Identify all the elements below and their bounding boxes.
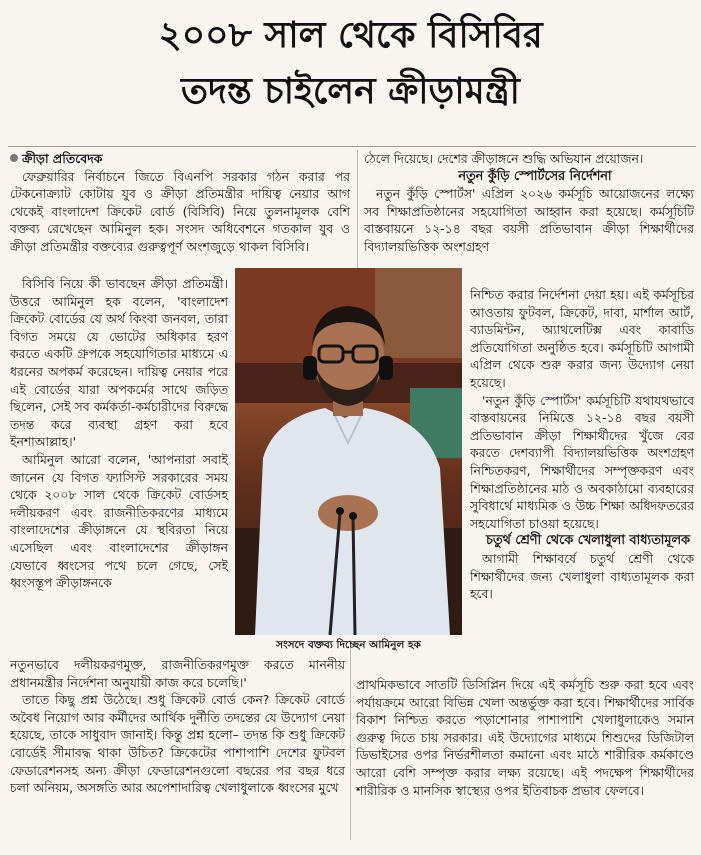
left-column-top bbox=[10, 150, 350, 256]
paragraph: বিসিবি নিয়ে কী ভাবছেন ক্রীড়া প্রতিমন্ত্রী। উত্তরে আমিনুল হক বলেন, 'বাংলাদেশ ক্রিকেট বোর্ডের যে অর্থ কিংবা জনবল, তারা বিগত সময়ে যে ভোটের অধিকার হরণ করতে একটি গ্রুপকে সহযোগিতার মাধ্যমে এ ধরনের অপকর্ম করেছেন। দায়িত্ব নেয়ার পরে এই বোর্ডের যারা অপকর্মের সাথে জড়িত ছিলেন, সেই সব কর্মকর্তা-কর্মচারীদের বিরুদ্ধে তদন্ত করে ব্যবস্থা গ্রহণ করা হবে ইনশাআল্লাহ।' bbox=[10, 276, 228, 450]
headline-divider bbox=[8, 146, 696, 147]
headline-line-1: ২০০৮ সাল থেকে বিসিবির bbox=[158, 15, 543, 56]
byline-text: ক্রীড়া প্রতিবেদক bbox=[22, 151, 103, 166]
headline-line-2: তদন্ত চাইলেন ক্রীড়ামন্ত্রী bbox=[180, 71, 520, 112]
right-column-bottom bbox=[356, 676, 694, 799]
paragraph: নিশ্চিত করার নির্দেশনা দেয়া হয়। এই কর্মসূচির আওতায় ফুটবল, ক্রিকেট, দাবা, মার্শাল আর্ট, ব্যাডমিন্টন, অ্যাথলেটিক্স এবং কাবাডি প্রতিযোগিতা অনুষ্ঠিত হবে। কর্মসূচিটি আগামী এপ্রিল থেকে শুরু করার জন্য উদ্যোগ নেয়া হয়েছে। bbox=[470, 287, 694, 390]
paragraph: ফেব্রুয়ারির নির্বাচনে জিতে বিএনপি সরকার গঠন করার পর টেকনোক্র্যাট কোটায় যুব ও ক্রীড়া প্রতিমন্ত্রীর দায়িত্ব নেয়ার আগ থেকেই বাংলাদেশ ক্রিকেট বোর্ড (বিসিবি) নিয়ে তুলনামূলক বেশি বক্তব্য রেখেছেন আমিনুল হক। সংসদ অধিবেশনে গতকাল যুব ও ক্রীড়া প্রতিমন্ত্রীর বক্তব্যের গুরুত্বপূর্ণ অংশজুড়ে থাকল বিসিবি। bbox=[10, 168, 350, 254]
paragraph: নতুন কুঁড়ি স্পোর্টস' এপ্রিল ২০২৬ কর্মসূচি আয়োজনের লক্ষ্যে সব শিক্ষাপ্রতিষ্ঠানের সহযোগিতা আহ্বান করা হয়েছে। কর্মসূচিটি বাস্তবায়নে ১২-১৪ বছর বয়সী প্রতিভাবান ক্রীড়া শিক্ষার্থীদের বিদ্যালয়ভিত্তিক অংশগ্রহণ bbox=[364, 186, 694, 254]
left-column-bottom bbox=[10, 656, 345, 797]
paragraph: 'নতুন কুঁড়ি স্পোর্টস' কর্মসূচিটি যথাযথভাবে বাস্তবায়নের নিমিত্তে ১২-১৪ বছর বয়সী প্রতিভাবান ক্রীড়া শিক্ষার্থীদের খুঁজে বের করতে দেশব্যাপী বিদ্যালয়ভিত্তিক অংশগ্রহণ নিশ্চিতকরণ, শিক্ষার্থীদের সম্পৃক্তকরণ এবং শিক্ষাপ্রতিষ্ঠানের মাঠ ও অবকাঠামো ব্যবহারের সুবিধার্থে মাধ্যমিক ও উচ্চ শিক্ষা অধিদফতরের সহযোগিতা চাওয়া হয়েছে। bbox=[470, 392, 694, 531]
photo-caption: সংসদে বক্তব্য দিচ্ছেন আমিনুল হক bbox=[276, 639, 421, 651]
subhead-1: নতুন কুঁড়ি স্পোর্টসের নির্দেশনা bbox=[458, 168, 612, 184]
right-column-narrow bbox=[470, 286, 694, 603]
column-divider-bottom bbox=[350, 640, 351, 840]
column-divider-top bbox=[357, 150, 358, 268]
paragraph: ঠেলে দিয়েছে। দেশের ক্রীড়াঙ্গনে শুদ্ধি অভিযান প্রয়োজন। bbox=[364, 151, 644, 166]
photo-illustration bbox=[235, 268, 462, 635]
headline bbox=[0, 8, 701, 120]
paragraph: আমিনুল আরো বলেন, 'আপনারা সবাই জানেন যে বিগত ফ্যাসিস্ট সরকারের সময় থেকে ২০০৮ সাল থেকে ক্রিকেট বোর্ডসহ দলীয়করণ এবং রাজনীতিকরণের মাধ্যমে বাংলাদেশের ক্রীড়াঙ্গনে যে স্থবিরতা নিয়ে এসেছিল এবং বাংলাদেশের ক্রীড়াঙ্গন যেভাবে ধ্বংসের পথে চলে গেছে, সেই ধ্বংসস্তূপ ক্রীড়াঙ্গনকে bbox=[10, 451, 228, 591]
left-column-narrow bbox=[10, 275, 228, 592]
news-photo bbox=[235, 268, 462, 635]
paragraph: নতুনভাবে দলীয়করণমুক্ত, রাজনীতিকরণমুক্ত করতে মাননীয় প্রধানমন্ত্রীর নির্দেশনা অনুযায়ী কাজ করে চলেছি।' bbox=[10, 657, 345, 690]
byline bbox=[10, 150, 350, 168]
bullet-icon bbox=[10, 154, 18, 162]
paragraph: আগামী শিক্ষাবর্ষে চতুর্থ শ্রেণী থেকে শিক্ষার্থীদের জন্য খেলাধুলা বাধ্যতামূলক করা হবে। bbox=[470, 550, 694, 602]
paragraph: তাতে কিছু প্রশ্ন উঠেছে। শুধু ক্রিকেট বোর্ড কেন? ক্রিকেট বোর্ডে অবৈধ নিয়োগ আর কর্মীদের আর্থিক দুর্নীতি তদন্তের যে উদ্যোগ নেয়া হয়েছে, তাকে সাধুবাদ জানাই। কিন্তু প্রশ্ন হলো– তদন্ত কি শুধু ক্রিকেট বোর্ডেই সীমাবদ্ধ থাকা উচিত? ক্রিকেটের পাশাপাশি দেশের ফুটবল ফেডারেশনসহ অন্য ক্রীড়া ফেডারেশনগুলো বছরের পর বছর ধরে চলা অনিয়ম, অসঙ্গতি আর অপেশাদারিত্ব খেলাধুলাকে ধ্বংসের মুখে bbox=[10, 692, 345, 796]
subhead-2: চতুর্থ শ্রেণী থেকে খেলাধুলা বাধ্যতামূলক bbox=[486, 533, 690, 549]
paragraph: প্রাথমিকভাবে সাতটি ডিসিপ্লিন দিয়ে এই কর্মসূচি শুরু করা হবে এবং পর্যায়ক্রমে আরো বিভিন্ন খেলা অন্তর্ভুক্ত করা হবে। শিক্ষার্থীদের সার্বিক বিকাশ নিশ্চিত করতে পড়াশোনার পাশাপাশি খেলাধুলাকেও সমান গুরুত্ব দিতে চায় সরকার। এই উদ্যোগের মাধ্যমে শিশুদের ডিজিটাল ডিভাইসের ওপর নির্ভরশীলতা কমানো এবং মাঠে শারীরিক কর্মকাণ্ডে আরো বেশি সম্পৃক্ত করার লক্ষ্য রয়েছে। এই পদক্ষেপ শিক্ষার্থীদের শারীরিক ও মানসিক স্বাস্থ্যের ওপর ইতিবাচক প্রভাব ফেলবে। bbox=[356, 677, 694, 798]
right-column-top bbox=[364, 150, 694, 256]
